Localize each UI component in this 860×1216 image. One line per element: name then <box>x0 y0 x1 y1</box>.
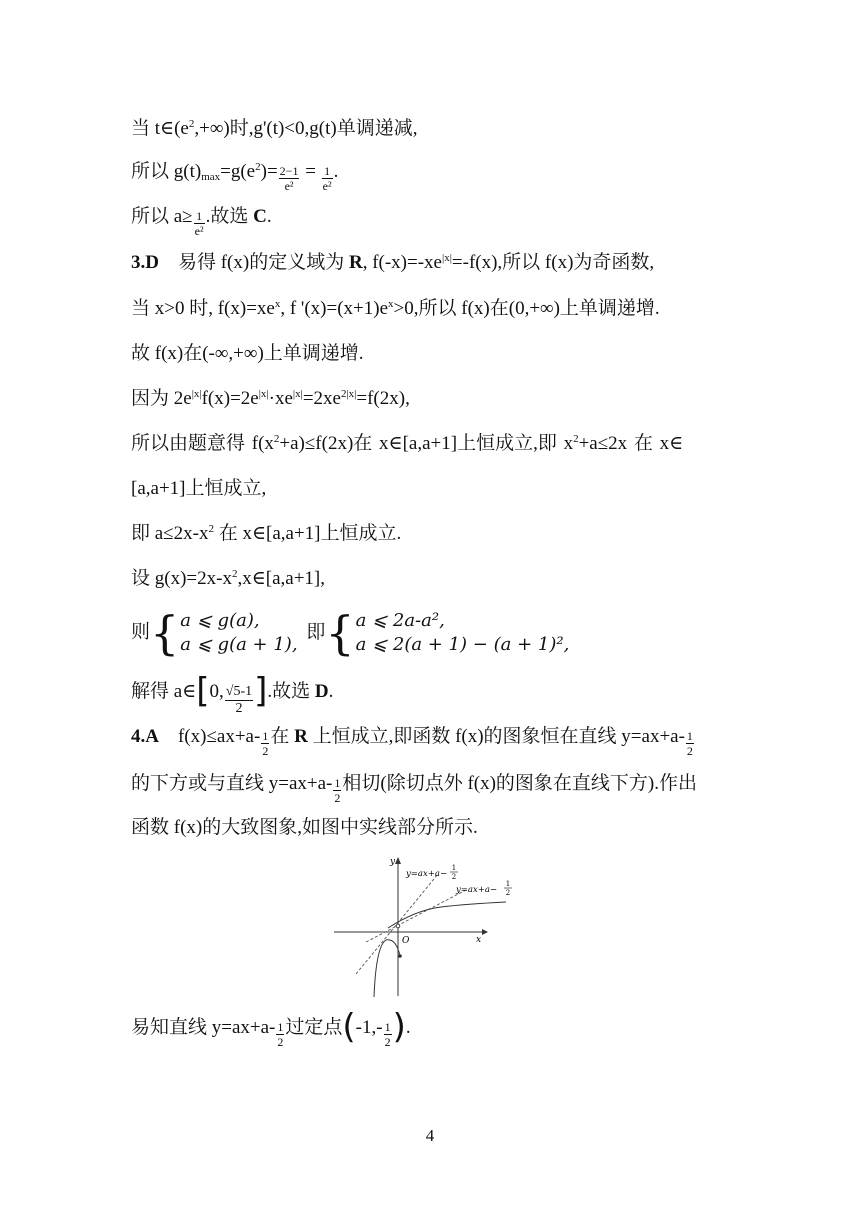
line-label-2: y=ax+a− <box>456 885 498 895</box>
left-brace: { <box>325 605 355 660</box>
fraction: $\frac{1}{\text{e²}}$ <box>194 209 204 238</box>
text-line: [a,a+1]上恒成立, <box>131 478 267 499</box>
inequality-system: a ⩽ g(a), a ⩽ g(a + 1), <box>180 609 298 655</box>
text-line: 故 f(x)在(-∞,+∞)上单调递增. <box>131 343 364 364</box>
x-axis-label: x <box>476 935 482 945</box>
text-line: 4.A f(x)≤ax+a- $\frac{1}{2}$ 在 R 上恒成立,即函数 f(x)的图象恒在直线 y=ax+a- $\frac{1}{2}$ <box>131 726 693 758</box>
curve-right <box>388 902 506 928</box>
fraction: $\frac{2-1}{\text{e²}}$ <box>279 164 299 193</box>
y-axis-label: y <box>390 857 396 867</box>
equation-system-line: 则{ a ⩽ g(a), a ⩽ g(a + 1), 即{ a ⩽ 2a-a², a ⩽ 2(a + 1) − (a + 1)², <box>131 605 570 660</box>
y-axis-arrow-icon <box>395 857 401 864</box>
fraction: $\frac{1}{\text{e²}}$ <box>322 164 332 193</box>
x-axis-arrow-icon <box>482 929 488 935</box>
origin-label: O <box>402 936 410 946</box>
dashed-line-shallow <box>366 890 466 942</box>
text-line: 的下方或与直线 y=ax+a- $\frac{1}{2}$ 相切(除切点外 f(x)的图象在直线下方).作出 <box>131 773 698 805</box>
text-line: 因为 $2e^{|x|}f(x)=2e^{|x|}\cdot xe^{|x|}=2xe^{2|x|}=f(2x)$, <box>131 388 410 409</box>
left-brace: { <box>150 605 180 660</box>
text-line: 易知直线 y=ax+a- $\frac{1}{2}$ 过定点(-1,- $\frac{1}{2}$ ). <box>131 1007 411 1049</box>
text-line: 当 x>0 时, $f(x)=xe^x$, f '$(x)=(x+1)e^x>0$,所以 f(x)在(0,+∞)上单调递增. <box>131 298 660 319</box>
svg-text:1: 1 <box>505 880 511 888</box>
text-line: 所以 a≥ $\frac{1}{\text{e²}}$ .故选 C. <box>131 206 272 238</box>
inequality-system: a ⩽ 2a-a², a ⩽ 2(a + 1) − (a + 1)², <box>355 609 570 655</box>
page-number: 4 <box>425 1126 435 1145</box>
fraction: $\frac{1}{2}$ <box>334 776 341 805</box>
text-line: 所以由题意得 $f(x^2+a)\le f(2x)$在 x∈[a,a+1]上恒成立,即 $x^2+a\le 2x$ 在 x∈ <box>131 433 684 454</box>
fraction: $\frac{1}{2}$ <box>384 1020 391 1049</box>
curve-left <box>374 940 400 997</box>
text-line: 所以 $g(t)_{max}=g(e^2)=$ $\frac{2-1}{\text{e²}}$ = $\frac{1}{\text{e²}}$ . <box>131 161 339 193</box>
line-label-1: y=ax+a− <box>406 869 448 879</box>
text-line: 函数 f(x)的大致图象,如图中实线部分所示. <box>131 817 478 838</box>
fraction: $\frac{1}{2}$ <box>686 729 693 758</box>
text-line: 当 $t\in(e^2,+\infty)$时,g'(t)<0,g(t)单调递减, <box>131 118 418 139</box>
fraction: $\frac{√5-1}{2}$ <box>225 684 253 716</box>
question-number: 4.A <box>131 726 159 747</box>
text-line: 解得 a∈[0, $\frac{√5-1}{2}$ ].故选 D. <box>131 671 334 716</box>
function-graph-figure <box>326 852 522 998</box>
svg-text:1: 1 <box>451 864 457 872</box>
text-line: 设 $g(x)=2x-x^2,x\in[a,a+1]$, <box>131 568 326 589</box>
svg-text:2: 2 <box>451 873 457 881</box>
fraction: $\frac{1}{2}$ <box>277 1020 284 1049</box>
question-number: 3.D <box>131 252 159 273</box>
text-line: 即 $a\le 2x-x^2$ 在 x∈[a,a+1]上恒成立. <box>131 523 402 544</box>
endpoint-dot <box>398 954 402 958</box>
open-point <box>396 924 400 928</box>
text-line: 3.D 易得 f(x)的定义域为 R, $f(-x)=-xe^{|x|}=-f(x)$,所以 f(x)为奇函数, <box>131 252 655 273</box>
svg-text:2: 2 <box>505 889 511 897</box>
fraction: $\frac{1}{2}$ <box>262 729 269 758</box>
